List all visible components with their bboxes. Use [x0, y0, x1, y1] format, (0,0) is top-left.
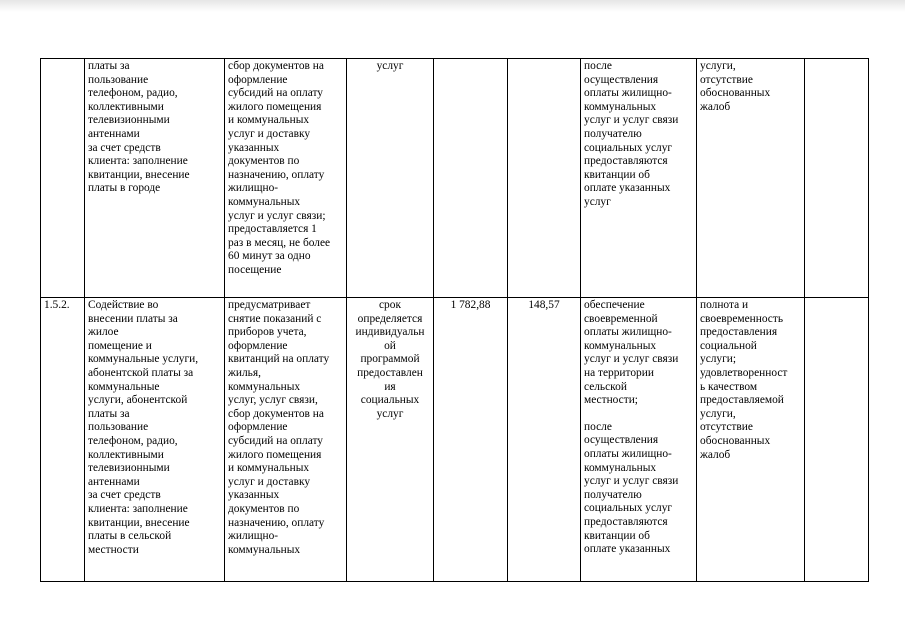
- text-line: на территории: [584, 366, 654, 379]
- text-line: жилищно-: [228, 182, 279, 195]
- cell-rate: [508, 59, 581, 298]
- text-line: своевременной: [584, 312, 658, 325]
- conditions-part-a: [584, 299, 693, 408]
- text-line: осуществления: [584, 434, 659, 447]
- page-top-edge: [0, 0, 905, 12]
- text-line: телевизионными: [88, 114, 170, 127]
- text-line: телефоном, радио,: [88, 87, 178, 100]
- cell-indicators: [697, 298, 805, 582]
- cell-conditions: [581, 298, 697, 582]
- text-line: услуги;: [700, 353, 737, 366]
- cell-extra: [805, 298, 869, 582]
- text-line: коммунальные: [88, 380, 160, 393]
- text-line: указанных: [228, 489, 280, 502]
- text-line: клиента: заполнение: [88, 155, 188, 168]
- text-line: получателю: [584, 488, 642, 501]
- text-line: обоснованных: [700, 434, 771, 447]
- cell-service-name: [85, 298, 225, 582]
- text-line: назначению, оплату: [228, 168, 325, 181]
- text-line: платы за: [88, 60, 130, 72]
- text-line: оплате указанных: [584, 543, 671, 556]
- text-line: услуг: [376, 407, 404, 420]
- text-line: снятие показаний с: [228, 312, 322, 325]
- text-line: индивидуальн: [355, 326, 425, 339]
- text-line: коммунальных: [228, 380, 301, 393]
- text-line: ой: [384, 339, 396, 352]
- text-line: телевизионными: [88, 462, 170, 475]
- text-line: жалоб: [700, 448, 731, 461]
- text-line: местности;: [584, 394, 638, 407]
- text-line: коллективными: [88, 448, 164, 461]
- text-line: назначению, оплату: [228, 516, 325, 529]
- text-line: коммунальных: [584, 100, 657, 113]
- text-line: услуги,: [700, 407, 736, 420]
- text-line: жилого помещения: [228, 100, 322, 113]
- text-line: обеспечение: [584, 299, 645, 311]
- services-table: [40, 58, 869, 582]
- text-line: осуществления: [584, 73, 659, 86]
- text-line: услуг: [376, 60, 404, 72]
- text-line: коммунальных: [584, 339, 657, 352]
- text-line: сельской: [584, 380, 627, 393]
- text-line: клиента: заполнение: [88, 502, 188, 515]
- text-line: оплаты жилищно-: [584, 326, 672, 339]
- table-row: [41, 59, 869, 298]
- text-line: предоставления: [700, 326, 778, 339]
- text-line: услуг, услуг связи,: [228, 394, 318, 407]
- cell-num: [41, 59, 85, 298]
- text-line: местности: [88, 543, 139, 556]
- text-line: за счет средств: [88, 489, 161, 502]
- cell-term: [347, 59, 434, 298]
- text-line: после: [584, 420, 612, 433]
- text-line: услуги, абонентской: [88, 394, 188, 407]
- text-line: оформление: [228, 73, 288, 86]
- text-line: услуг и услуг связи: [584, 114, 679, 127]
- text-line: жилищно-: [228, 530, 279, 543]
- text-line: и коммунальных: [228, 462, 310, 475]
- text-line: отсутствие: [700, 421, 753, 434]
- cell-service-content: [225, 59, 347, 298]
- text-line: получателю: [584, 127, 642, 140]
- text-line: после: [584, 60, 612, 72]
- text-line: жалоб: [700, 100, 731, 113]
- text-line: жилого помещения: [228, 448, 322, 461]
- text-line: программой: [360, 353, 420, 366]
- text-line: приборов учета,: [228, 326, 307, 339]
- text-line: документов по: [228, 155, 300, 168]
- text-line: социальной: [700, 339, 757, 352]
- text-line: предоставляются: [584, 515, 668, 528]
- text-line: платы в городе: [88, 182, 161, 195]
- text-line: оформление: [228, 421, 288, 434]
- text-line: предоставляемой: [700, 394, 784, 407]
- text-line: оформление: [228, 339, 288, 352]
- text-line: предоставлен: [357, 366, 423, 379]
- text-line: обоснованных: [700, 87, 771, 100]
- text-line: квитанции об: [584, 168, 650, 181]
- text-line: сбор документов на: [228, 407, 324, 420]
- cell-service-content: [225, 298, 347, 582]
- text-line: субсидий на оплату: [228, 434, 323, 447]
- text-line: предусматривает: [228, 299, 311, 311]
- text-line: документов по: [228, 502, 300, 515]
- text-line: внесении платы за: [88, 312, 178, 325]
- table-row: [41, 298, 869, 582]
- text-line: и коммунальных: [228, 114, 310, 127]
- text-line: антеннами: [88, 127, 140, 140]
- text-line: жилое: [88, 326, 119, 339]
- text-line: платы в сельской: [88, 530, 172, 543]
- text-line: жилья,: [228, 366, 261, 379]
- text-line: услуги,: [700, 60, 736, 72]
- text-line: коллективными: [88, 100, 164, 113]
- text-line: указанных: [228, 141, 280, 154]
- text-line: социальных услуг: [584, 141, 673, 154]
- text-line: отсутствие: [700, 73, 753, 86]
- text-line: своевременность: [700, 312, 784, 325]
- text-line: антеннами: [88, 475, 140, 488]
- text-line: социальных услуг: [584, 502, 673, 515]
- text-line: оплате указанных: [584, 182, 671, 195]
- text-line: телефоном, радио,: [88, 434, 178, 447]
- text-line: социальных: [360, 394, 420, 407]
- text-line: услуг и доставку: [228, 475, 311, 488]
- text-line: предоставляется 1: [228, 223, 317, 236]
- text-line: Содействие во: [88, 299, 159, 311]
- text-line: услуг и услуг связи;: [228, 209, 326, 222]
- text-line: срок: [379, 299, 401, 311]
- text-line: коммунальные услуги,: [88, 353, 199, 366]
- text-line: коммунальных: [584, 461, 657, 474]
- text-line: абонентской платы за: [88, 366, 194, 379]
- text-line: посещение: [228, 263, 282, 276]
- cell-num: 1.5.2.: [41, 298, 85, 582]
- text-line: квитанции, внесение: [88, 516, 190, 529]
- cell-term: [347, 298, 434, 582]
- text-line: квитанции, внесение: [88, 168, 190, 181]
- text-line: оплаты жилищно-: [584, 447, 672, 460]
- text-line: 60 минут за одно: [228, 250, 311, 263]
- text-line: пользование: [88, 73, 149, 86]
- text-line: квитанций на оплату: [228, 353, 330, 366]
- text-line: коммунальных: [228, 195, 301, 208]
- cell-extra: [805, 59, 869, 298]
- text-line: платы за: [88, 407, 130, 420]
- text-line: ия: [384, 380, 396, 393]
- cell-rate: 148,57: [508, 298, 581, 582]
- text-line: предоставляются: [584, 155, 668, 168]
- text-line: пользование: [88, 421, 149, 434]
- text-line: удовлетворенност: [700, 366, 788, 379]
- text-line: раз в месяц, не более: [228, 236, 331, 249]
- text-line: услуг и доставку: [228, 127, 311, 140]
- text-line: оплаты жилищно-: [584, 87, 672, 100]
- text-line: полнота и: [700, 299, 749, 311]
- text-line: помещение и: [88, 339, 152, 352]
- conditions-part-b: [584, 421, 693, 557]
- text-line: услуг и услуг связи: [584, 475, 679, 488]
- text-line: услуг: [584, 195, 611, 208]
- cell-indicators: [697, 59, 805, 298]
- cell-tariff: [434, 59, 508, 298]
- cell-tariff: 1 782,88: [434, 298, 508, 582]
- text-line: коммунальных: [228, 543, 301, 556]
- cell-service-name: [85, 59, 225, 298]
- text-line: квитанции об: [584, 529, 650, 542]
- text-line: за счет средств: [88, 141, 161, 154]
- text-line: сбор документов на: [228, 60, 324, 72]
- text-line: определяется: [357, 312, 423, 325]
- text-line: услуг и услуг связи: [584, 353, 679, 366]
- text-line: ь качеством: [700, 380, 758, 393]
- cell-conditions: [581, 59, 697, 298]
- text-line: субсидий на оплату: [228, 87, 323, 100]
